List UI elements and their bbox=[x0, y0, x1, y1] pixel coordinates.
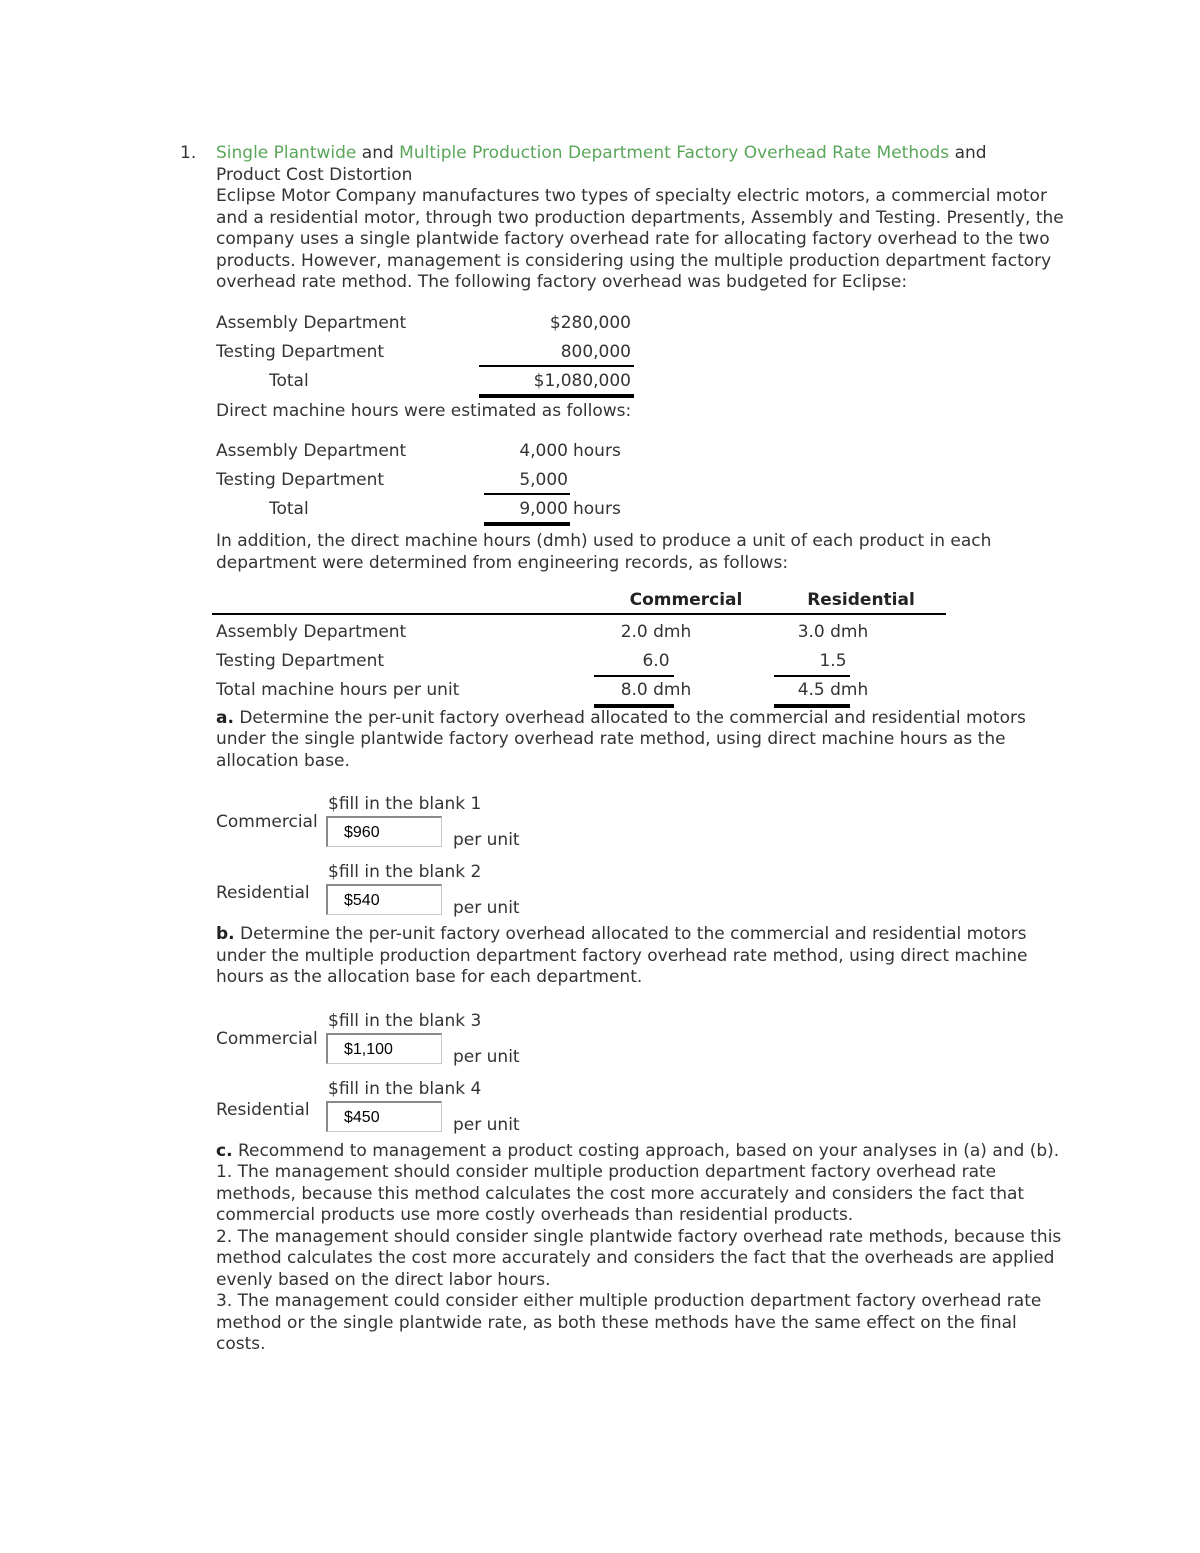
part-c-prompt: c. Recommend to management a product costing approach, based on your analyses in (a) and (b). bbox=[216, 1140, 1060, 1161]
question-content bbox=[216, 143, 1066, 1356]
answer-input-1[interactable]: $960 bbox=[326, 816, 442, 847]
blank-row-commercial: Commercial $fill in the blank 1 $960 per unit bbox=[216, 794, 520, 850]
table-row: Total 9,000 hours bbox=[269, 498, 621, 519]
table-row: Testing Department 800,000 bbox=[216, 341, 631, 362]
question-title: Single Plantwide and Multiple Production Department Factory Overhead Rate Methods and Product Cost Distortion bbox=[216, 143, 987, 185]
part-b-blanks bbox=[216, 1010, 1066, 1157]
blank-row-residential: Residential $fill in the blank 2 $540 per unit bbox=[216, 862, 520, 918]
link-single-plantwide[interactable]: Single Plantwide bbox=[216, 143, 357, 163]
option-2[interactable]: 2. The management should consider single plantwide factory overhead rate methods, because this method calculates the cost more accurately and considers the fact that the overheads are applied evenly based on the direct labor hours. bbox=[216, 1226, 1062, 1290]
double-underline bbox=[774, 704, 850, 708]
double-underline bbox=[484, 522, 570, 526]
part-b-prompt: b. Determine the per-unit factory overhead allocated to the commercial and residential motors under the multiple production department factory overhead rate method, using direct machine hours as the allocation base for each department. bbox=[216, 924, 1028, 987]
double-underline bbox=[479, 394, 634, 398]
answer-input-2[interactable]: $540 bbox=[326, 884, 442, 915]
part-a-blanks bbox=[216, 794, 1066, 940]
overhead-table bbox=[216, 309, 1066, 399]
table-row: Testing Department 5,000 bbox=[216, 469, 568, 490]
dmh-table bbox=[216, 586, 1066, 706]
question-intro: Eclipse Motor Company manufactures two types of specialty electric motors, a commercial motor and a residential motor, through two production departments, Assembly and Testing. Presently, the company uses a single plantwide factory overhead rate for allocating factory overhead to the two products. However, management is considering using the multiple production department factory overhead rate method. The following factory overhead was budgeted for Eclipse: bbox=[216, 186, 1064, 292]
hours-intro: Direct machine hours were estimated as follows: bbox=[216, 400, 632, 421]
link-multiple-production[interactable]: Multiple Production Department Factory Overhead Rate Methods bbox=[399, 143, 950, 163]
hours-table bbox=[216, 437, 1066, 527]
answer-input-3[interactable]: $1,100 bbox=[326, 1033, 442, 1064]
blank-row-residential: Residential $fill in the blank 4 $450 per unit bbox=[216, 1078, 520, 1135]
table-row: Total machine hours per unit 8.0 dmh 4.5 dmh bbox=[216, 679, 869, 700]
part-a-prompt: a. Determine the per-unit factory overhead allocated to the commercial and residential motors under the single plantwide factory overhead rate method, using direct machine hours as the allocation base. bbox=[216, 707, 1026, 771]
table-row: Assembly Department $280,000 bbox=[216, 312, 631, 333]
table-header-row: Commercial Residential bbox=[629, 589, 915, 610]
option-3[interactable]: 3. The management could consider either multiple production department factory overhead rate method or the single plantwide rate, as both these methods have the same effect on the final costs. bbox=[216, 1291, 1042, 1354]
question-subtitle: Product Cost Distortion bbox=[216, 164, 413, 185]
table-row: Testing Department 6.0 1.5 bbox=[216, 650, 847, 671]
answer-input-4[interactable]: $450 bbox=[326, 1101, 442, 1132]
question-number: 1. bbox=[180, 143, 197, 163]
option-1[interactable]: 1. The management should consider multiple production department factory overhead rate methods, because this method calculates the cost more accurately and considers the fact that commercial products use more costly overheads than residential products. bbox=[216, 1162, 1025, 1225]
blank-row-commercial: Commercial $fill in the blank 3 $1,100 per unit bbox=[216, 1010, 520, 1067]
header-rule bbox=[212, 613, 946, 615]
table-row: Assembly Department 2.0 dmh 3.0 dmh bbox=[216, 621, 869, 642]
double-underline bbox=[594, 704, 674, 708]
dmh-intro: In addition, the direct machine hours (dmh) used to produce a unit of each product in each department were determined from engineering records, as follows: bbox=[216, 530, 992, 573]
table-row: Assembly Department 4,000 hours bbox=[216, 440, 621, 461]
table-row: Total $1,080,000 bbox=[269, 370, 631, 391]
